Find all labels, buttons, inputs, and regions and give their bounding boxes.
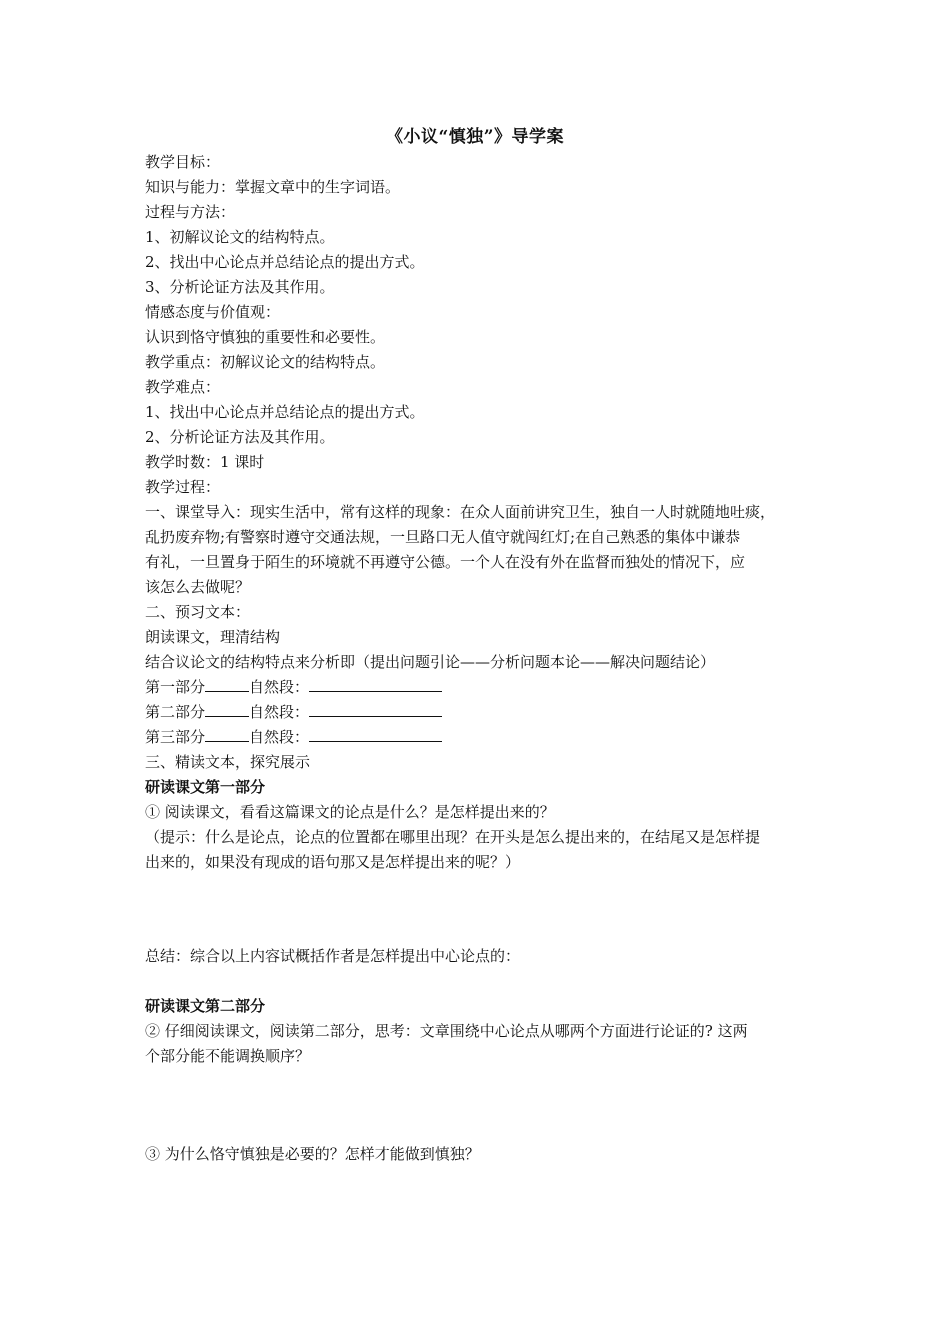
intro-line: 该怎么去做呢？	[145, 578, 251, 596]
question-2-line: ② 仔细阅读课文，阅读第二部分，思考：文章围绕中心论点从哪两个方面进行论证的? 这两	[145, 1022, 748, 1040]
intro-line: 一、课堂导入：现实生活中，常有这样的现象：在众人面前讲究卫生，独自一人时就随地吐痰，	[145, 503, 776, 521]
paragraph-label: 自然段：	[249, 678, 310, 696]
paragraph-blank[interactable]	[309, 727, 442, 742]
structure-part-row	[145, 700, 810, 725]
part-blank[interactable]	[205, 727, 249, 742]
paragraph-blank[interactable]	[309, 677, 442, 692]
question-1: ① 阅读课文，看看这篇课文的论点是什么？是怎样提出来的？	[145, 803, 555, 821]
difficulty-heading: 教学难点：	[145, 378, 221, 396]
emotion-heading: 情感态度与价值观：	[145, 303, 281, 321]
question-3: ③ 为什么恪守慎独是必要的？怎样才能做到慎独？	[145, 1145, 480, 1163]
emotion-objective: 认识到恪守慎独的重要性和必要性。	[145, 328, 386, 346]
part1-heading: 研读课文第一部分	[145, 778, 266, 796]
key-point: 教学重点：初解议论文的结构特点。	[145, 353, 386, 371]
preview-heading: 二、预习文本：	[145, 603, 251, 621]
paragraph-blank[interactable]	[309, 702, 442, 717]
summary-prompt: 总结：综合以上内容试概括作者是怎样提出中心论点的：	[145, 947, 521, 965]
process-item: 1、初解议论文的结构特点。	[145, 228, 335, 246]
part2-heading: 研读课文第二部分	[145, 997, 266, 1015]
study-heading: 三、精读文本，探究展示	[145, 753, 311, 771]
difficulty-item: 1、找出中心论点并总结论点的提出方式。	[145, 403, 425, 421]
hint-line: 出来的，如果没有现成的语句那又是怎样提出来的呢？）	[145, 853, 521, 871]
paragraph-label: 自然段：	[249, 728, 310, 746]
teaching-hours: 教学时数：1 课时	[145, 453, 265, 471]
intro-line: 有礼，一旦置身于陌生的环境就不再遵守公德。一个人在没有外在监督而独处的情况下，应	[145, 553, 746, 571]
difficulty-item: 2、分析论证方法及其作用。	[145, 428, 335, 446]
part-label: 第二部分	[145, 703, 206, 721]
process-method-heading: 过程与方法：	[145, 203, 236, 221]
part-label: 第三部分	[145, 728, 206, 746]
preview-combine: 结合议论文的结构特点来分析即（提出问题引论——分析问题本论——解决问题结论）	[145, 653, 716, 671]
structure-part-row	[145, 725, 810, 750]
process-item: 2、找出中心论点并总结论点的提出方式。	[145, 253, 425, 271]
document-title: 《小议“慎独”》导学案	[385, 127, 565, 147]
process-item: 3、分析论证方法及其作用。	[145, 278, 335, 296]
paragraph-label: 自然段：	[249, 703, 310, 721]
structure-part-row	[145, 675, 810, 700]
part-blank[interactable]	[205, 677, 249, 692]
teaching-process-heading: 教学过程：	[145, 478, 221, 496]
knowledge-objective: 知识与能力：掌握文章中的生字词语。	[145, 178, 401, 196]
hint-line: （提示：什么是论点，论点的位置都在哪里出现？在开头是怎么提出来的，在结尾又是怎样提	[145, 828, 761, 846]
part-label: 第一部分	[145, 678, 206, 696]
objectives-heading: 教学目标：	[145, 153, 221, 171]
part-blank[interactable]	[205, 702, 249, 717]
intro-line: 乱扔废弃物;有警察时遵守交通法规，一旦路口无人值守就闯红灯;在自己熟悉的集体中谦恭	[145, 528, 741, 546]
question-2-line: 个部分能不能调换顺序？	[145, 1047, 311, 1065]
preview-read: 朗读课文，理清结构	[145, 628, 281, 646]
